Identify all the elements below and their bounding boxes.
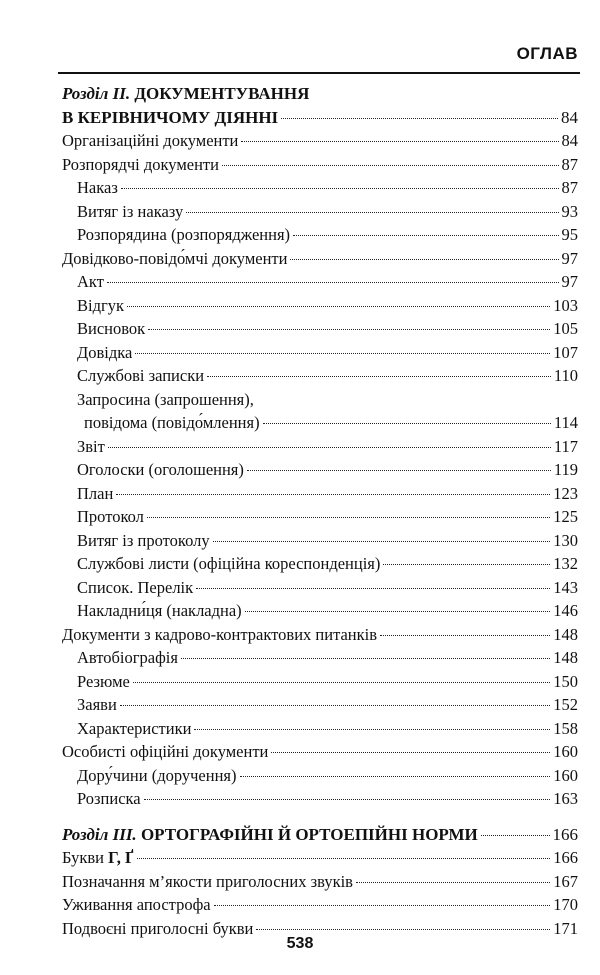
toc-entry-title: Резюме xyxy=(77,671,130,691)
toc-entry-title: Уживання апострофа xyxy=(62,895,211,914)
toc-page-number: 107 xyxy=(553,342,578,362)
toc-entry-title: Характеристики xyxy=(77,718,192,738)
toc-page-number: 125 xyxy=(553,507,578,526)
dot-leader xyxy=(127,306,550,307)
dot-leader xyxy=(108,447,551,448)
toc-page-number: 97 xyxy=(561,248,578,268)
toc-entry-title: Автобіографія xyxy=(77,648,178,667)
toc-page-number: 148 xyxy=(553,648,578,667)
toc-subentry xyxy=(0,576,600,600)
toc-entry-title: Накладни́ця (накладна) xyxy=(77,601,242,620)
toc-page-number: 114 xyxy=(553,413,578,432)
toc-entry xyxy=(0,153,600,177)
toc-page-number: 166 xyxy=(553,848,578,867)
toc-page-number: 163 xyxy=(553,789,578,808)
toc-page-number: 167 xyxy=(553,871,578,891)
toc-page-number: 93 xyxy=(561,201,578,221)
toc-subentry xyxy=(0,787,600,811)
dot-leader xyxy=(107,282,559,283)
dot-leader xyxy=(181,658,550,659)
dot-leader xyxy=(137,858,551,859)
toc-page-number: 123 xyxy=(553,483,578,503)
toc-subentry xyxy=(0,529,600,553)
toc-subentry xyxy=(0,599,600,623)
toc-entry-title: Службові листи (офіційна кореспонденція) xyxy=(77,554,381,573)
toc-entry xyxy=(0,740,600,764)
toc-entry-title: Особисті офіційні документи xyxy=(62,742,269,761)
toc-entry-title: План xyxy=(77,483,114,503)
page-number: 538 xyxy=(286,935,314,952)
toc-page-number: 150 xyxy=(553,671,578,691)
toc-subentry xyxy=(0,223,600,247)
toc-entry-title: Список. Перелік xyxy=(77,577,194,597)
toc-entry-title: Висновок xyxy=(77,319,146,338)
toc-page-number: 158 xyxy=(553,718,578,738)
toc-subentry xyxy=(0,458,600,482)
toc-page-number: 119 xyxy=(553,460,578,479)
toc-entry xyxy=(0,623,600,647)
toc-subentry xyxy=(0,693,600,717)
toc-section-title: В КЕРІВНИЧОМУ ДІЯННІ xyxy=(62,107,279,127)
dot-leader xyxy=(383,564,550,565)
dot-leader xyxy=(481,835,550,836)
toc-entry xyxy=(0,893,600,917)
toc-entry-title: Подвоєні приголосні букви xyxy=(62,918,254,938)
dot-leader xyxy=(135,353,550,354)
toc-entry-title: повідома (повідо́млення) xyxy=(84,413,260,432)
toc-section-title: ДОКУМЕНТУВАННЯ xyxy=(134,84,310,103)
toc-entry-title: Дору́чини (доручення) xyxy=(77,765,237,785)
dot-leader xyxy=(271,752,550,753)
toc-entry-title: Довідково-повідо́мчі документи xyxy=(62,248,288,268)
dot-leader xyxy=(245,611,551,612)
toc-entry-title: Витяг із наказу xyxy=(77,201,184,221)
toc-subentry xyxy=(0,176,600,200)
toc-subentry xyxy=(0,646,600,670)
dot-leader xyxy=(207,376,551,377)
toc-page-number: 84 xyxy=(561,107,578,127)
toc-entry-title: Розпорядчі документи xyxy=(62,154,219,174)
toc-entry xyxy=(0,247,600,271)
dot-leader xyxy=(196,588,550,589)
dot-leader xyxy=(133,682,550,683)
toc-section-label: Розділ II. xyxy=(62,84,131,103)
toc-page-number: 87 xyxy=(561,178,578,197)
toc-section-heading xyxy=(0,82,600,106)
dot-leader xyxy=(222,165,559,166)
toc-entry-title: Запросина (запрошення), xyxy=(77,389,254,409)
dot-leader xyxy=(247,470,551,471)
toc-subentry xyxy=(0,764,600,788)
toc-section-title: ОРТОГРАФІЙНІ Й ОРТОЕПІЙНІ НОРМИ xyxy=(140,824,478,844)
toc-entry-title xyxy=(62,846,134,870)
toc-section-heading xyxy=(0,823,600,847)
toc-page-number: 171 xyxy=(553,918,578,938)
toc-entry xyxy=(0,846,600,870)
toc-entry-title xyxy=(62,82,309,106)
toc-entry-title: Наказ xyxy=(77,178,118,197)
dot-leader xyxy=(356,882,550,883)
dot-leader xyxy=(290,259,558,260)
toc-page-number: 152 xyxy=(553,695,578,714)
toc-entry-title: Довідка xyxy=(77,342,133,362)
toc-entry-title xyxy=(62,823,478,847)
toc-subentry xyxy=(0,317,600,341)
toc-subentry xyxy=(0,670,600,694)
toc-subentry xyxy=(0,505,600,529)
toc-page-number: 87 xyxy=(561,154,578,174)
toc-entry xyxy=(0,870,600,894)
section-gap xyxy=(0,811,600,823)
toc-page-number: 84 xyxy=(561,131,578,150)
running-head: ОГЛАВ xyxy=(516,44,578,63)
toc-page-number: 132 xyxy=(553,554,578,573)
dot-leader xyxy=(281,118,558,119)
toc-page-number: 160 xyxy=(553,742,578,761)
toc-entry-title: Звіт xyxy=(77,436,105,456)
toc-entry-title: Позначання м’якости приголосних звуків xyxy=(62,871,353,891)
dot-leader xyxy=(214,905,551,906)
toc-page-number: 105 xyxy=(553,319,578,338)
toc-page-number: 143 xyxy=(553,577,578,597)
toc-page-number: 148 xyxy=(553,624,578,644)
dot-leader xyxy=(144,799,551,800)
toc-page-number: 110 xyxy=(553,366,578,385)
dot-leader xyxy=(213,541,551,542)
toc-entry-title: Розпорядина (розпорядження) xyxy=(77,225,291,244)
toc-page-number: 103 xyxy=(553,295,578,315)
toc-entry-title: Документи з кадрово-контрактових питанків xyxy=(62,624,378,644)
dot-leader xyxy=(121,188,559,189)
toc-page-number: 166 xyxy=(552,824,578,844)
dot-leader xyxy=(293,235,558,236)
toc-entry-title: Акт xyxy=(77,272,104,291)
toc-page-number: 117 xyxy=(553,436,578,456)
toc-page-number: 95 xyxy=(561,225,578,244)
dot-leader xyxy=(186,212,558,213)
toc-page-number: 160 xyxy=(553,765,578,785)
toc-page-number: 97 xyxy=(561,272,578,291)
dot-leader xyxy=(263,423,551,424)
toc-entry-title: Відгук xyxy=(77,295,125,315)
toc-entry-title: Заяви xyxy=(77,695,117,714)
toc-subentry-continued xyxy=(0,411,600,435)
toc-page-number: 146 xyxy=(553,601,578,620)
toc-entry-title: Витяг із протоколу xyxy=(77,530,210,550)
toc-entry-title: Оголоски (оголошення) xyxy=(77,460,244,479)
dot-leader xyxy=(148,329,550,330)
toc-title-prefix: Букви xyxy=(62,848,109,867)
dot-leader xyxy=(380,635,550,636)
toc-subentry xyxy=(0,200,600,224)
toc-subentry xyxy=(0,388,600,412)
toc-subentry xyxy=(0,435,600,459)
toc-subentry xyxy=(0,717,600,741)
toc-subentry xyxy=(0,270,600,294)
toc-entry-title: Службові записки xyxy=(77,366,205,385)
dot-leader xyxy=(120,705,550,706)
table-of-contents xyxy=(0,82,600,940)
toc-subentry xyxy=(0,294,600,318)
toc-entry xyxy=(0,129,600,153)
toc-subentry xyxy=(0,341,600,365)
toc-page-number: 170 xyxy=(553,895,578,914)
dot-leader xyxy=(256,929,550,930)
dot-leader xyxy=(241,141,558,142)
toc-page-number: 130 xyxy=(553,530,578,550)
dot-leader xyxy=(116,494,550,495)
toc-title-letters: Г, Ґ xyxy=(108,848,134,867)
toc-section-label: Розділ III. xyxy=(62,824,137,844)
toc-subentry xyxy=(0,552,600,576)
toc-section-heading-continued xyxy=(0,106,600,130)
toc-subentry xyxy=(0,364,600,388)
dot-leader xyxy=(194,729,550,730)
toc-entry-title: Протокол xyxy=(77,507,144,526)
header-rule xyxy=(58,72,580,74)
toc-subentry xyxy=(0,482,600,506)
toc-entry-title: Організаційні документи xyxy=(62,131,239,150)
dot-leader xyxy=(240,776,551,777)
toc-entry-title: Розписка xyxy=(77,789,141,808)
dot-leader xyxy=(147,517,550,518)
